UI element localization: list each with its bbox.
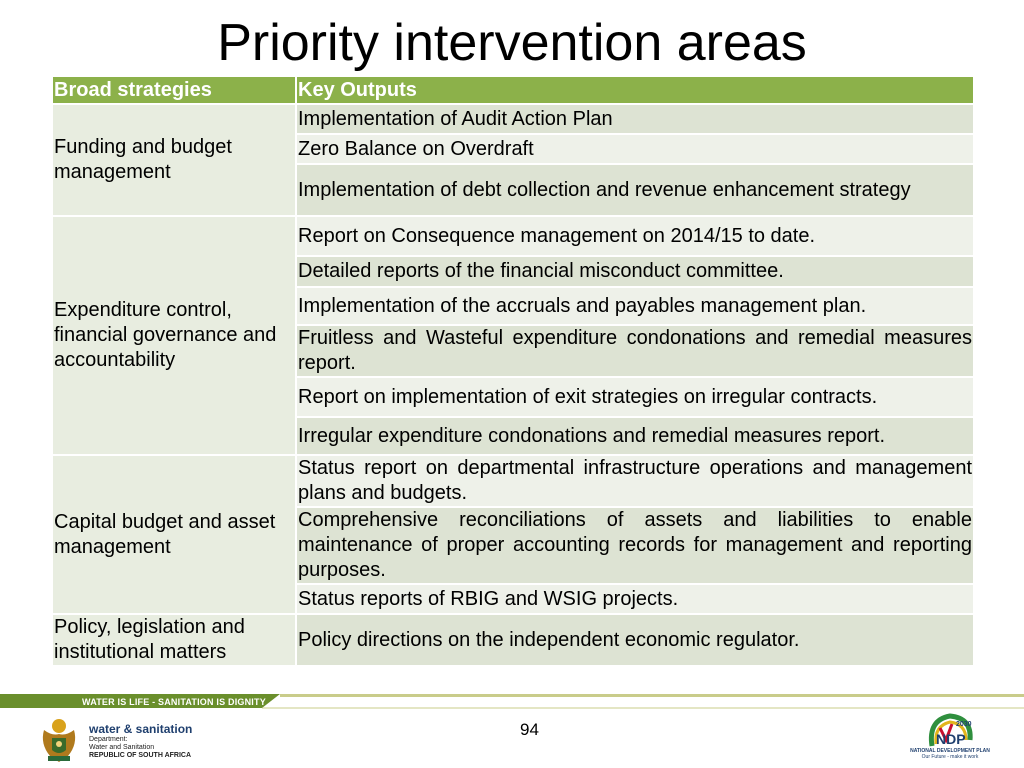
dept-line-3: REPUBLIC OF SOUTH AFRICA — [89, 752, 192, 759]
strategy-cell: Funding and budget management — [52, 104, 296, 216]
output-cell: Status reports of RBIG and WSIG projects. — [296, 584, 974, 614]
dept-name: water & sanitation — [89, 722, 193, 736]
table-header-row — [52, 76, 974, 104]
header-broad-strategies: Broad strategies — [52, 76, 296, 104]
output-cell: Status report on departmental infrastructure operations and management plans and budgets. — [296, 455, 974, 507]
output-cell: Fruitless and Wasteful expenditure condonations and remedial measures report. — [296, 325, 974, 377]
table-row — [52, 455, 974, 507]
output-cell: Report on Consequence management on 2014/15 to date. — [296, 216, 974, 256]
dept-line-1: Department: — [89, 736, 128, 743]
output-cell: Implementation of the accruals and payables management plan. — [296, 287, 974, 325]
ndp-logo — [910, 710, 990, 760]
header-key-outputs: Key Outputs — [296, 76, 974, 104]
strategy-cell: Policy, legislation and institutional matters — [52, 614, 296, 666]
strategy-cell: Capital budget and asset management — [52, 455, 296, 614]
page-number: 94 — [520, 720, 539, 739]
table-row — [52, 104, 974, 134]
output-cell: Implementation of debt collection and revenue enhancement strategy — [296, 164, 974, 216]
strategy-cell: Expenditure control, financial governance and accountability — [52, 216, 296, 455]
output-cell: Comprehensive reconciliations of assets and liabilities to enable maintenance of proper accounting records for management and reporting purposes. — [296, 507, 974, 584]
table-row — [52, 614, 974, 666]
department-logo — [89, 722, 192, 760]
ndp-tagline: Our Future - make it work — [921, 754, 979, 760]
output-cell: Policy directions on the independent economic regulator. — [296, 614, 974, 666]
output-cell: Zero Balance on Overdraft — [296, 134, 974, 164]
output-cell: Report on implementation of exit strategies on irregular contracts. — [296, 377, 974, 417]
page-title: Priority intervention areas — [217, 14, 807, 72]
table-row — [52, 216, 974, 256]
footer-banner-text: WATER IS LIFE - SANITATION IS DIGNITY — [82, 697, 266, 707]
priority-table — [51, 75, 975, 667]
svg-text:2030: 2030 — [956, 721, 972, 728]
output-cell: Irregular expenditure condonations and remedial measures report. — [296, 417, 974, 455]
output-cell: Detailed reports of the financial misconduct committee. — [296, 256, 974, 287]
output-cell: Implementation of Audit Action Plan — [296, 104, 974, 134]
ndp-emblem-icon — [910, 710, 990, 750]
ndp-name: NATIONAL DEVELOPMENT PLAN — [910, 748, 990, 754]
svg-text:NDP: NDP — [936, 731, 966, 747]
dept-line-2: Water and Sanitation — [89, 744, 155, 751]
coat-of-arms-icon — [36, 716, 82, 764]
